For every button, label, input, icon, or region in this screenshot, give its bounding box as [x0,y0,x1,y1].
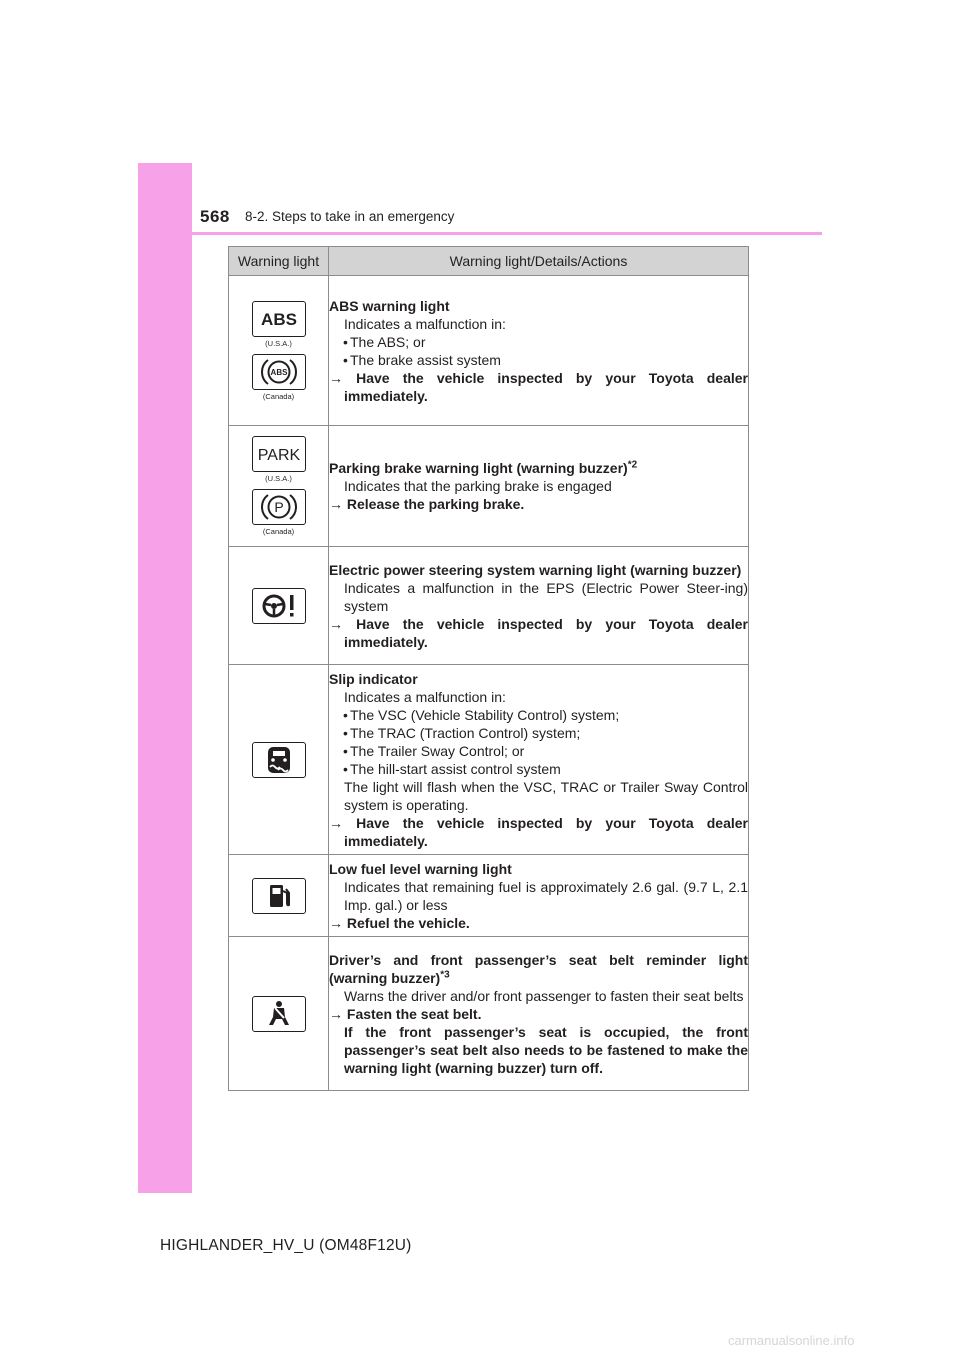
icon-cell [229,426,329,547]
action-text: → Have the vehicle inspected by your Toyota dealer immediately. [329,369,748,405]
eps-warning-icon [252,588,306,624]
footer-model-code: HIGHLANDER_HV_U (OM48F12U) [160,1237,412,1254]
list-item: • The hill-start assist control system [329,760,748,778]
icon-cell [229,855,329,937]
table-row-slip-indicator [229,665,749,855]
light-title: Electric power steering system warning light (warning buzzer) [329,561,742,578]
fuel-pump-icon [252,878,306,914]
column-header-warning-light: Warning light [229,247,329,276]
abs-usa-icon [252,301,306,337]
page-number: 568 [200,207,230,226]
list-item: • The TRAC (Traction Control) system; [329,724,748,742]
list-item: • The VSC (Vehicle Stability Control) system; [329,706,748,724]
table-row-seat-belt [229,937,749,1091]
section-title: 8-2. Steps to take in an emergency [245,209,455,224]
light-description: Indicates a malfunction in the EPS (Electric Power Steer-ing) system [344,579,748,614]
details-cell [329,855,749,937]
light-description: The light will flash when the VSC, TRAC or Trailer Sway Control system is operating. [344,778,748,813]
details-cell [329,276,749,426]
section-side-tab [138,163,192,1193]
icon-cell [229,276,329,426]
table-row-parking-brake [229,426,749,547]
details-cell [329,426,749,547]
action-text: → Have the vehicle inspected by your Toyota dealer immediately. [329,814,748,850]
seat-belt-icon [252,996,306,1032]
footnote-marker: *3 [440,968,450,980]
table-row-low-fuel [229,855,749,937]
svg-text:ABS: ABS [270,367,287,377]
table-header-row [229,247,749,276]
action-text: → Refuel the vehicle. [329,914,748,932]
action-text: → Release the parking brake. [329,495,748,513]
icon-caption: (U.S.A.) [265,338,292,348]
action-text: → Have the vehicle inspected by your Toyota dealer immediately. [329,615,748,651]
column-header-details: Warning light/Details/Actions [329,247,749,276]
park-usa-icon [252,436,306,472]
light-title: Slip indicator [329,670,418,687]
details-cell [329,937,749,1091]
icon-cell [229,665,329,855]
light-description: Indicates that the parking brake is engaged [344,478,612,494]
park-canada-icon [252,489,306,525]
footnote-marker: *2 [627,459,638,471]
light-title: Low fuel level warning light [329,860,512,877]
abs-canada-icon [252,354,306,390]
svg-text:PARK: PARK [257,447,300,464]
header-rule [138,232,822,235]
light-description: Indicates a malfunction in: [344,688,506,705]
svg-text:ABS: ABS [260,309,297,329]
list-item: • The brake assist system [329,351,748,369]
action-continuation: If the front passenger’s seat is occupied, the front passenger’s seat belt also needs to be fastened to make the warning light (warning buzzer) turn off. [344,1023,748,1076]
table-row-abs [229,276,749,426]
svg-text:P: P [273,499,284,515]
icon-caption: (U.S.A.) [265,474,292,483]
light-description: Indicates a malfunction in: [344,315,506,332]
warning-light-table [228,246,749,1091]
action-text: → Fasten the seat belt. [329,1005,748,1023]
list-item: • The Trailer Sway Control; or [329,742,748,760]
watermark: carmanualsonline.info [728,1333,855,1348]
details-cell [329,665,749,855]
icon-cell [229,937,329,1091]
light-title: Parking brake warning light (warning buzzer)$^{*2}$ [329,459,638,476]
table-row-eps [229,547,749,665]
icon-caption: (Canada) [262,527,295,536]
light-description: Warns the driver and/or front passenger to fasten their seat belts [344,987,744,1004]
details-cell [329,547,749,665]
list-item: • The ABS; or [329,333,748,351]
light-title: Driver’s and front passenger’s seat belt reminder light (warning buzzer)$^{*3}$ [329,951,748,986]
light-description: Indicates that remaining fuel is approximately 2.6 gal. (9.7 L, 2.1 Imp. gal.) or less [344,878,748,913]
icon-cell [229,547,329,665]
icon-caption: (Canada) [262,391,295,401]
light-title: ABS warning light [329,297,450,314]
slip-indicator-icon [252,742,306,778]
